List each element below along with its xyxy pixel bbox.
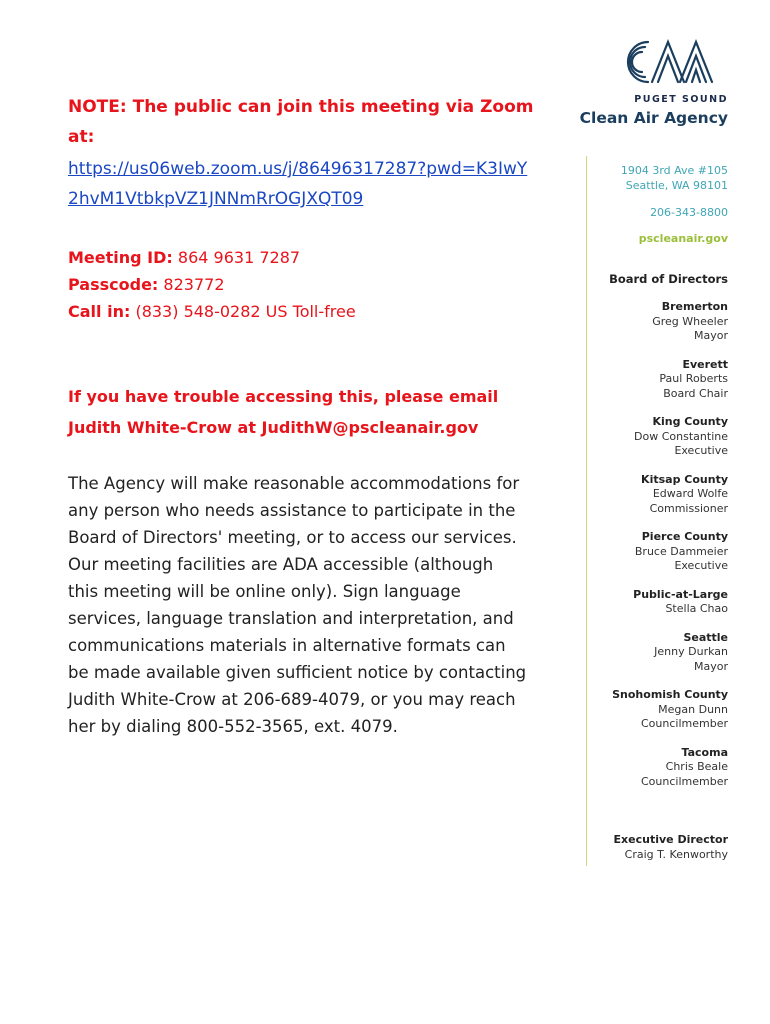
meeting-notice: [68, 92, 538, 740]
member-region: Kitsap County: [641, 472, 728, 486]
zoom-link[interactable]: https://us06web.zoom.us/j/86496317287?pwd=K3IwY2hvM1VtbkpVZ1JNNmRrOGJXQT09: [68, 159, 528, 209]
member-title: Mayor: [694, 329, 728, 342]
member-region: King County: [652, 415, 728, 428]
zoom-notice-heading: NOTE: The public can join this meeting via Zoom at:: [68, 97, 534, 147]
member-title: Commissioner: [649, 501, 728, 515]
member-region: Tacoma: [681, 745, 728, 759]
letterhead-sidebar: [528, 34, 728, 862]
member-name: Edward Wolfe: [652, 487, 728, 500]
board-member: [528, 631, 728, 675]
member-title: Executive: [674, 559, 728, 572]
member-region: Snohomish County: [612, 688, 728, 701]
org-name-line2: Clean Air Agency: [579, 109, 728, 127]
website-link[interactable]: pscleanair.gov: [638, 232, 728, 245]
board-member: [528, 358, 728, 402]
member-name: Bruce Dammeier: [634, 544, 728, 558]
member-name: Dow Constantine: [634, 429, 728, 443]
meeting-id-row: [68, 244, 538, 271]
meeting-id-value: 864 9631 7287: [177, 248, 301, 267]
trouble-contact-notice: If you have trouble accessing this, please email Judith White-Crow at JudithW@pscleanair.gov: [68, 387, 499, 437]
board-members: [528, 300, 728, 789]
board-member: [528, 473, 728, 517]
member-title: Mayor: [694, 659, 728, 673]
executive-director: [528, 833, 728, 862]
member-title: Councilmember: [641, 774, 728, 788]
member-region: Seattle: [683, 630, 728, 644]
phone-number: 206-343-8800: [650, 206, 728, 219]
caa-logo-icon: [616, 34, 728, 90]
member-name: Greg Wheeler: [652, 314, 728, 328]
meeting-details: [68, 244, 538, 325]
member-name: Paul Roberts: [659, 372, 728, 385]
member-region: Pierce County: [641, 530, 728, 543]
member-name: Jenny Durkan: [654, 645, 728, 658]
exec-title: Executive Director: [613, 833, 728, 846]
call-in-row: [68, 298, 538, 325]
passcode-row: [68, 271, 538, 298]
member-title: Board Chair: [663, 386, 728, 400]
member-title: Executive: [674, 444, 728, 457]
board-member: [528, 588, 728, 617]
member-region: Everett: [682, 357, 728, 371]
board-member: [528, 746, 728, 790]
board-member: [528, 688, 728, 732]
passcode-value: 823772: [163, 275, 225, 294]
board-member: [528, 300, 728, 344]
call-in-value: (833) 548-0282 US Toll-free: [135, 302, 356, 321]
board-member: [528, 530, 728, 574]
member-region: Bremerton: [661, 300, 728, 313]
member-name: Stella Chao: [665, 602, 728, 615]
exec-name: Craig T. Kenworthy: [624, 847, 728, 861]
board-title: Board of Directors: [609, 272, 728, 286]
member-region: Public-at-Large: [633, 587, 728, 601]
meeting-id-label: Meeting ID:: [68, 248, 173, 267]
address-line2: Seattle, WA 98101: [625, 179, 728, 192]
address: [528, 163, 728, 193]
address-line1: 1904 3rd Ave #105: [620, 164, 728, 177]
board-member: [528, 415, 728, 459]
accommodations-paragraph: The Agency will make reasonable accommodations for any person who needs assistance to participate in the Board of Directors' meeting, or to access our services. Our meeting facilities are ADA accessible (although this meeting will be online only). Sign language services, language translation and interpretation, and communications materials in alternative formats can be made available given sufficient notice by contacting Judith White-Crow at 206-689-4079, or you may reach her by dialing 800-552-3565, ext. 4079.: [68, 474, 527, 736]
member-name: Megan Dunn: [658, 702, 728, 716]
org-name-line1: PUGET SOUND: [634, 94, 728, 105]
call-in-label: Call in:: [68, 302, 131, 321]
passcode-label: Passcode:: [68, 275, 159, 294]
member-name: Chris Beale: [665, 760, 728, 773]
member-title: Councilmember: [641, 717, 728, 730]
